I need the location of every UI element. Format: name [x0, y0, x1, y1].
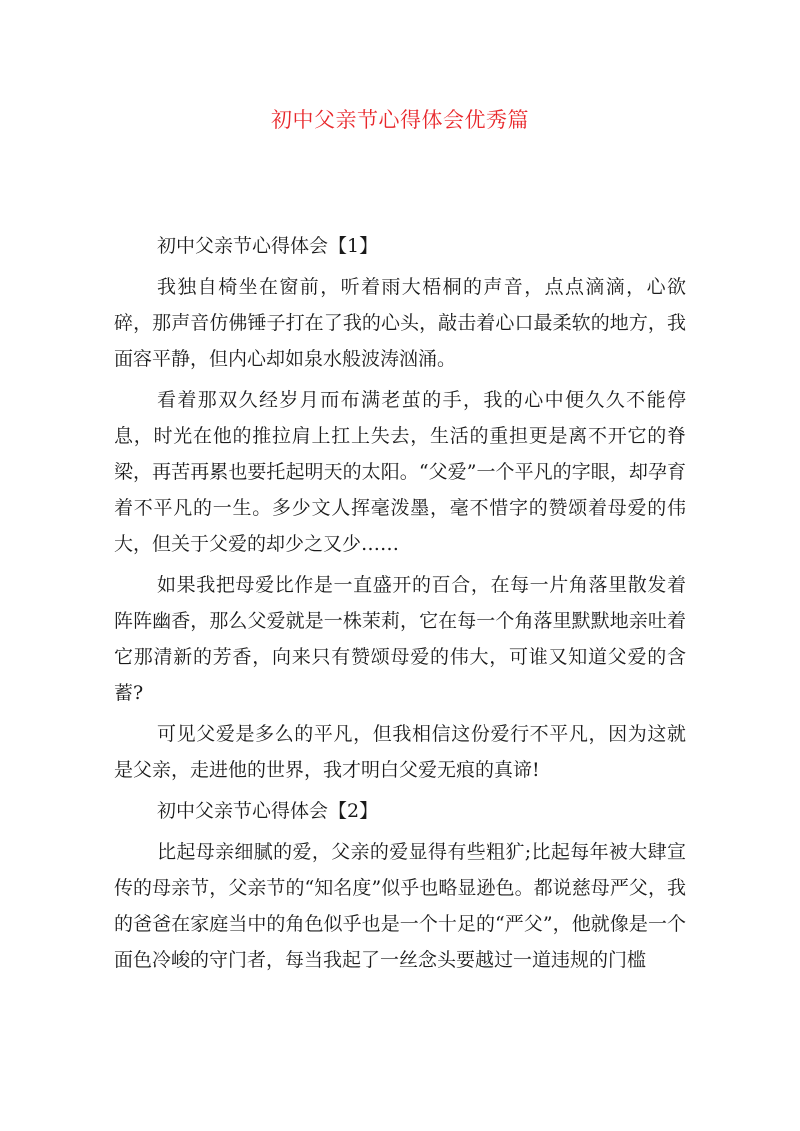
- paragraph: 看着那双久经岁月而布满老茧的手，我的心中便久久不能停息，时光在他的推拉肩上扛上失去，生活的重担更是离不开它的脊梁，再苦再累也要托起明天的太阳。“父爱”一个平凡的字眼，却孕育着不平凡的一生。多少文人挥毫泼墨，毫不惜字的赞颂着母爱的伟大，但关于父爱的却少之又少……: [114, 389, 686, 555]
- document-title: 初中父亲节心得体会优秀篇: [271, 108, 529, 132]
- document-body: [114, 228, 686, 983]
- paragraph: 可见父爱是多么的平凡，但我相信这份爱行不平凡，因为这就是父亲，走进他的世界，我才明白父爱无痕的真谛!: [114, 723, 686, 781]
- paragraph: 如果我把母爱比作是一直盛开的百合，在每一片角落里散发着阵阵幽香，那么父爱就是一株茉莉，它在每一个角落里默默地亲吐着它那清新的芳香，向来只有赞颂母爱的伟大，可谁又知道父爱的含蓄?: [114, 574, 686, 704]
- paragraph: 比起母亲细腻的爱，父亲的爱显得有些粗犷;比起每年被大肆宣传的母亲节，父亲节的“知名度”似乎也略显逊色。都说慈母严父，我的爸爸在家庭当中的角色似乎也是一个十足的“严父”，他就像是一个面色冷峻的守门者，每当我起了一丝念头要越过一道违规的门槛: [114, 841, 686, 971]
- section-heading-1: 初中父亲节心得体会【1】: [157, 235, 379, 257]
- section-heading-2: 初中父亲节心得体会【2】: [157, 800, 379, 822]
- paragraph: 我独自椅坐在窗前，听着雨大梧桐的声音，点点滴滴，心欲碎，那声音仿佛锤子打在了我的心头，敲击着心口最柔软的地方，我面容平静，但内心却如泉水般波涛汹涌。: [114, 276, 686, 370]
